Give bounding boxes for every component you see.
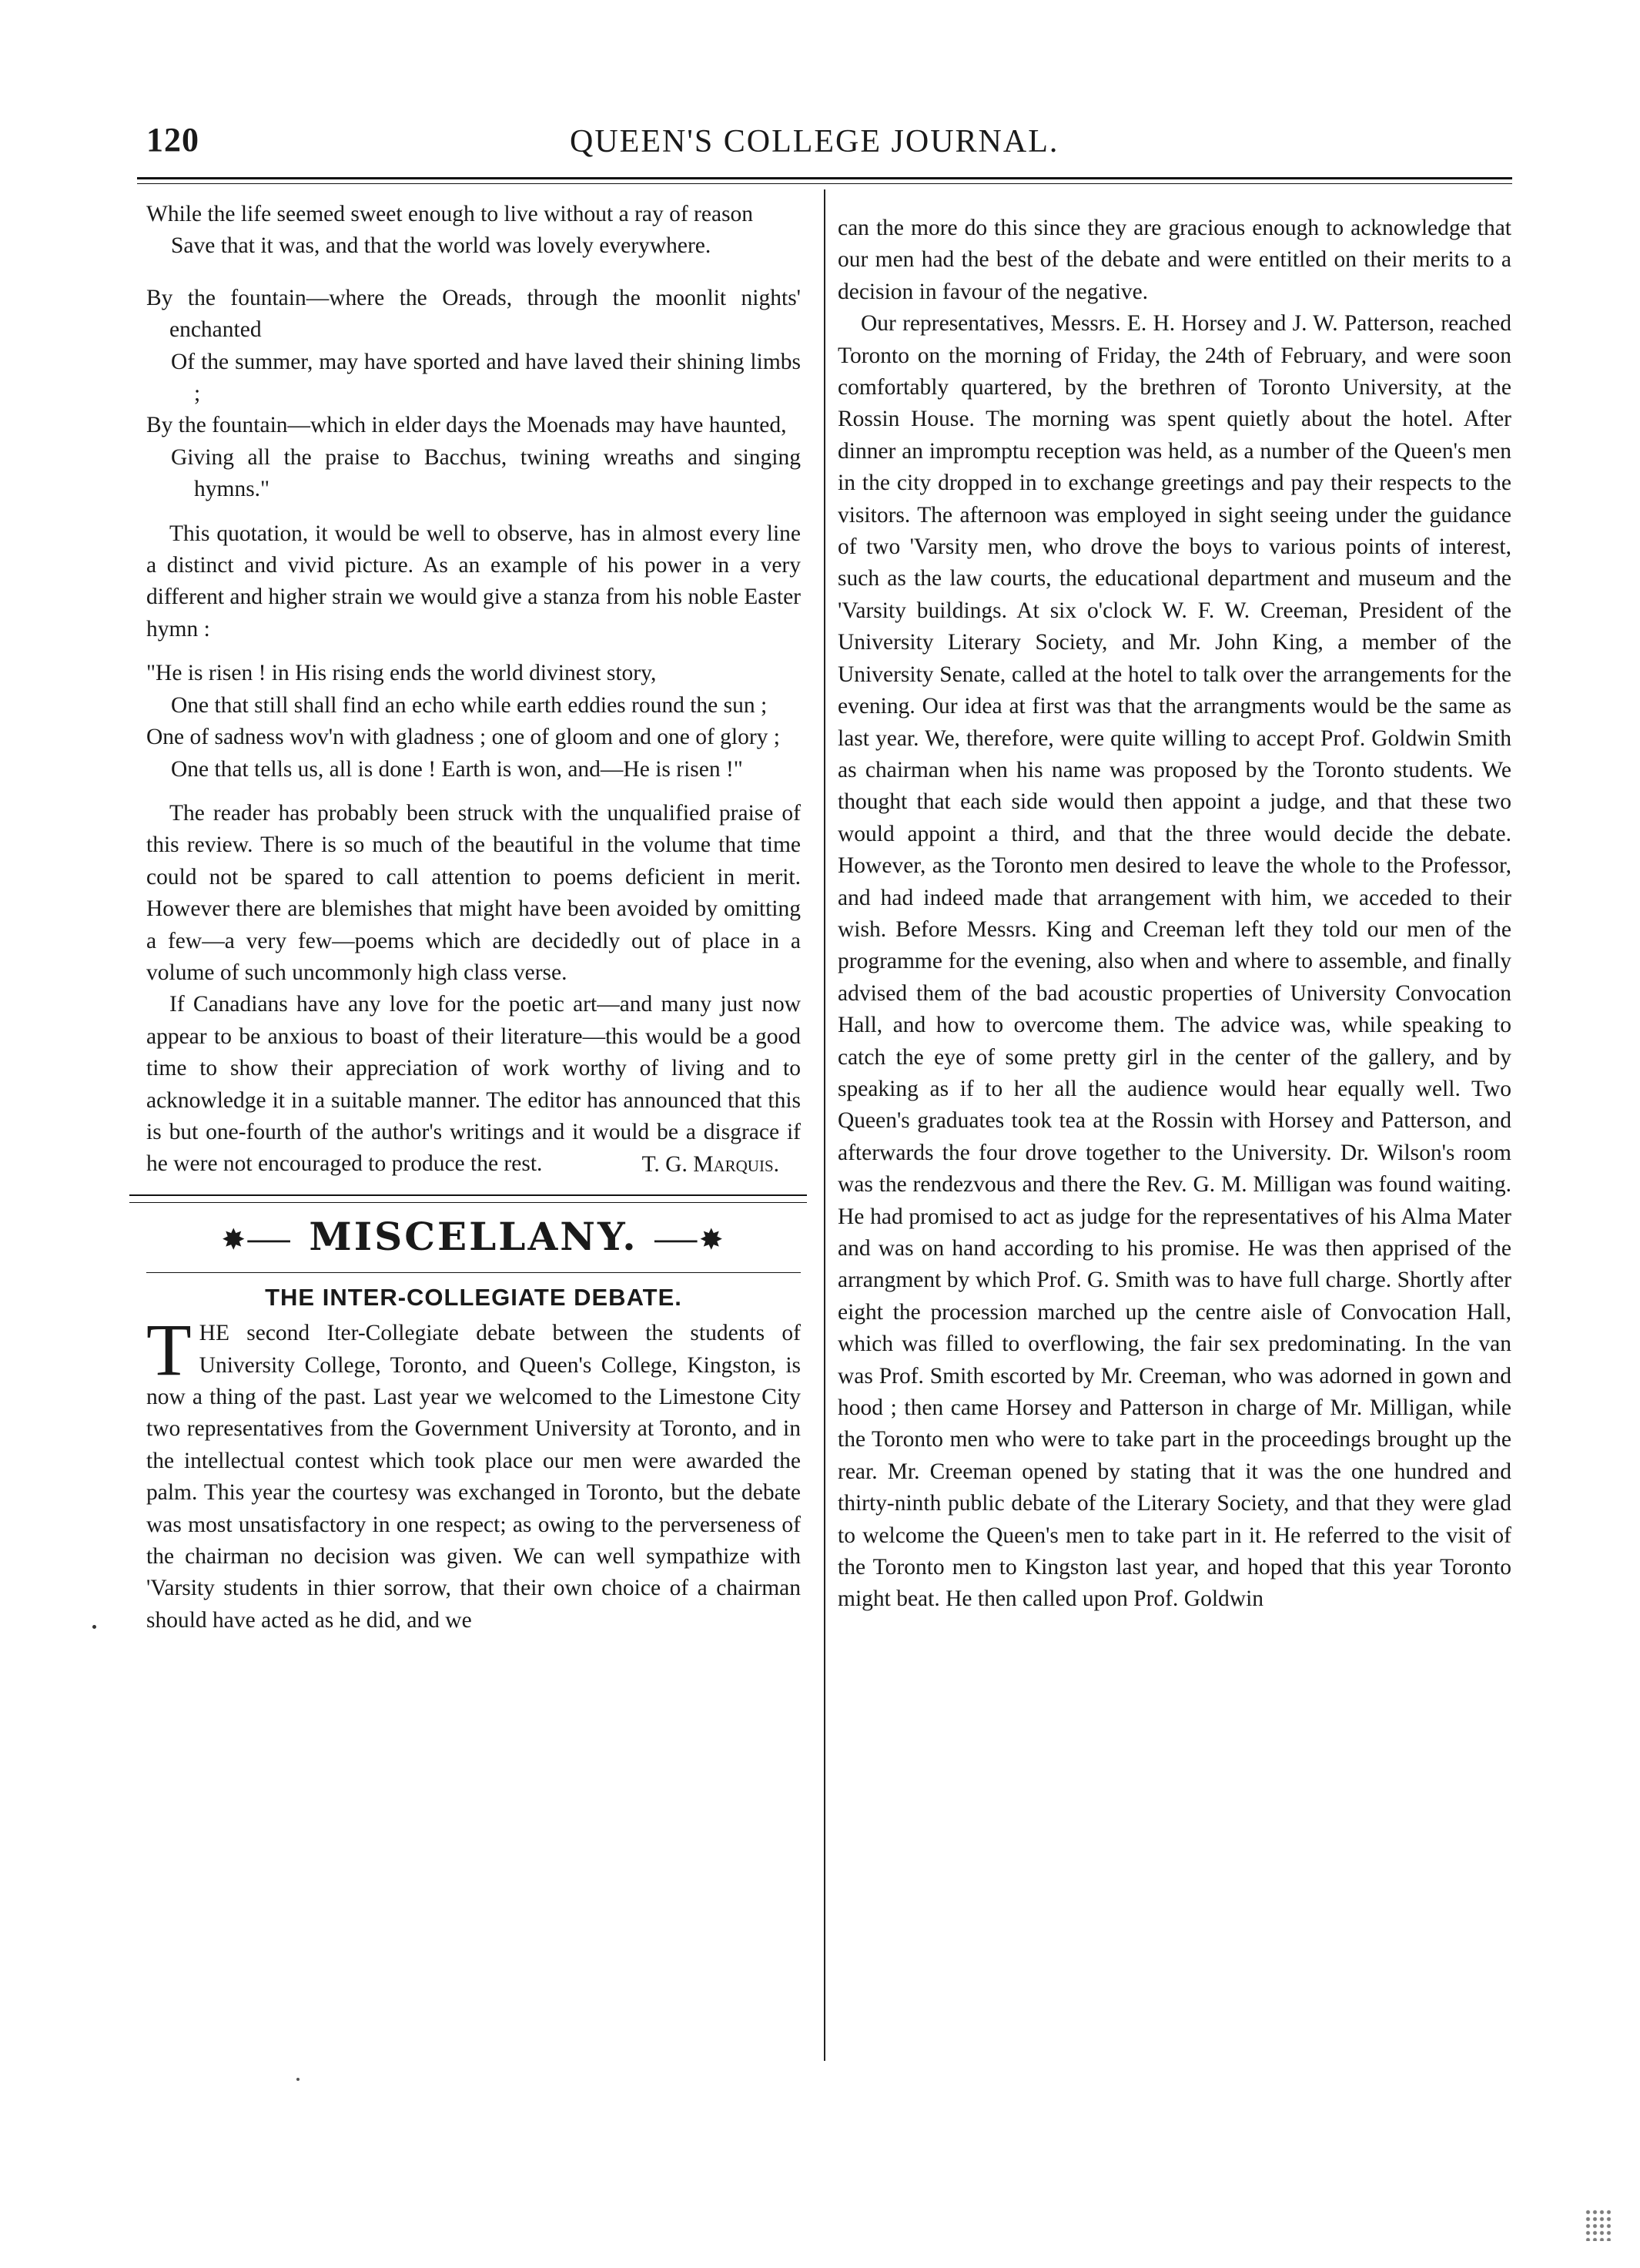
section-rule-bottom bbox=[146, 1272, 801, 1273]
poem-line: By the fountain—which in elder days the Moenads may have haunted, bbox=[146, 413, 787, 438]
section-rule bbox=[129, 1194, 807, 1196]
header-rule-thin bbox=[137, 183, 1512, 184]
poem-line: Save that it was, and that the world was lovely everywhere. bbox=[171, 233, 711, 259]
ink-dot bbox=[92, 1625, 96, 1629]
poem-stanza-2 bbox=[146, 283, 801, 506]
journal-title: QUEEN'S COLLEGE JOURNAL. bbox=[570, 124, 1059, 159]
hymn-line: One that still shall find an echo while earth eddies round the sun ; bbox=[171, 692, 768, 718]
ink-dot bbox=[296, 2078, 300, 2081]
section-rule-thin bbox=[129, 1202, 807, 1203]
author-signature: T. G. Marquis. bbox=[641, 1151, 779, 1177]
poem-stanza-1 bbox=[146, 199, 801, 263]
article-paragraph bbox=[146, 1308, 801, 1637]
left-ornament-icon: ✸⸺ bbox=[222, 1224, 293, 1256]
hymn-line: One that tells us, all is done ! Earth is won, and—He is risen !" bbox=[171, 756, 743, 782]
article-text: HE second Iter-Collegiate debate between the students of University College, Toronto, and Queen's College, Kingston, is now a thing of the past. Last year we welcomed to the Limestone City two representatives from the Government University at Toronto, and in the intellectual contest which took place our men were awarded the palm. This year the courtesy was exchanged in Toronto, but the debate was most unsatisfactory in one respect; as owing to the perverseness of the chairman no decision was given. We can well sympathize with 'Varsity students in thier sorrow, that their own choice of a chairman should have acted as he did, and we bbox=[146, 1321, 801, 1633]
poem-line: Giving all the praise to Bacchus, twining wreaths and singing hymns." bbox=[171, 444, 801, 502]
body-paragraph: The reader has probably been struck with the unqualified praise of this review. There is so much of the beautiful in the volume that time could not be spared to call attention to poems deficient in merit. However there are blemishes that might have been avoided by omitting a few—a very few—poems which are decidedly out of place in a volume of such uncommonly high class verse. bbox=[146, 800, 801, 985]
poem-line: While the life seemed sweet enough to live without a ray of reason bbox=[146, 202, 754, 226]
easter-hymn-stanza bbox=[146, 658, 801, 786]
right-column bbox=[838, 213, 1511, 1616]
poem-line: Of the summer, may have sported and have laved their shining limbs ; bbox=[171, 349, 801, 407]
poem-line: By the fountain—where the Oreads, through the moonlit nights' enchanted bbox=[146, 285, 801, 343]
article-subheading: THE INTER-COLLEGIATE DEBATE. bbox=[265, 1284, 682, 1312]
paper-speck bbox=[1585, 2209, 1611, 2241]
right-ornament-icon: ⸺✸ bbox=[654, 1224, 725, 1256]
body-paragraph: If Canadians have any love for the poetic art—and many just now appear to be anxious to boast of their literature—this would be a good time to show their appreciation of work worthy of living and to acknowledge it in a suitable manner. The editor has announced that this is but one-fourth of the author's writings and it would be a disgrace if he were not encouraged to produce the rest. bbox=[146, 992, 801, 1177]
header-rule bbox=[137, 177, 1512, 179]
page-number: 120 bbox=[146, 121, 199, 159]
body-paragraph: This quotation, it would be well to observe, has in almost every line a distinct and vivid picture. As an example of his power in a very different and higher strain we would give a stanza from his noble Easter hymn : bbox=[146, 521, 801, 642]
section-heading bbox=[146, 1209, 801, 1268]
drop-cap: T bbox=[146, 1308, 192, 1392]
hymn-line: One of sadness wov'n with gladness ; one of gloom and one of glory ; bbox=[146, 725, 780, 750]
column-divider bbox=[824, 189, 825, 2061]
body-paragraph: Our representatives, Messrs. E. H. Horsey and J. W. Patterson, reached Toronto on the morning of Friday, the 24th of February, and were soon comfortably quartered, by the brethren of Toronto University, at the Rossin House. The morning was spent quietly about the hotel. After dinner an impromptu reception was held, as a number of the Queen's men in the city dropped in to exchange greetings and pay their respects to the visitors. The afternoon was employed in sight seeing under the guidance of two 'Varsity men, who drove the boys to various points of interest, such as the law courts, the educational department and museum and the 'Varsity buildings. At six o'clock W. F. W. Creeman, President of the University Literary Society, and Mr. John King, a member of the University Senate, called at the hotel to talk over the arrangements for the evening. Our idea at first was that the arrangments would be the same as last year. We, therefore, were quite willing to accept Prof. Goldwin Smith as chairman when his name was proposed by the Toronto students. We thought that each side would then appoint a judge, and that these two would appoint a third, and that the three would decide the debate. However, as the Toronto men desired to leave the whole to the Professor, and had indeed made that arrangement with him, we acceded to their wish. Before Messrs. King and Creeman left they told our men of the programme for the evening, also when and where to assemble, and finally advised them of the bad acoustic properties of University Convocation Hall, and how to overcome them. The advice was, while speaking to catch the eye of some pretty girl in the center of the gallery, and by speaking as if to her all the audience would hear equally well. Two Queen's graduates took tea at the Rossin with Horsey and Patterson, and afterwards the four drove together to the University. Dr. Wilson's room was the rendezvous and there the Rev. G. M. Milligan was found waiting. He had promised to act as judge for the representatives of his Alma Mater and was on hand according to his promise. He was then apprised of the arrangment by which Prof. G. Smith was to have full charge. Shortly after eight the procession marched up the centre aisle of Convocation Hall, which was filled to overflowing, the fair sex predominating. In the van was Prof. Smith escorted by Mr. Creeman, who was adorned in gown and hood ; then came Horsey and Patterson in charge of Mr. Milligan, while the Toronto men who were to take part in the proceedings brought up the rear. Mr. Creeman opened by stating that it was the one hundred and thirty-ninth public debate of the Literary Society, and that they were glad to welcome the Queen's men to take part in it. He referred to the visit of the Toronto men to Kingston last year, and hoped that this year Toronto might beat. He then called upon Prof. Goldwin bbox=[838, 311, 1511, 1612]
body-paragraph: can the more do this since they are gracious enough to acknowledge that our men had the best of the debate and were entitled on their merits to a decision in favour of the negative. bbox=[838, 216, 1511, 304]
section-heading-text: MISCELLANY. bbox=[309, 1214, 638, 1260]
hymn-line: "He is risen ! in His rising ends the world divinest story, bbox=[146, 661, 657, 686]
left-column bbox=[146, 199, 801, 1637]
